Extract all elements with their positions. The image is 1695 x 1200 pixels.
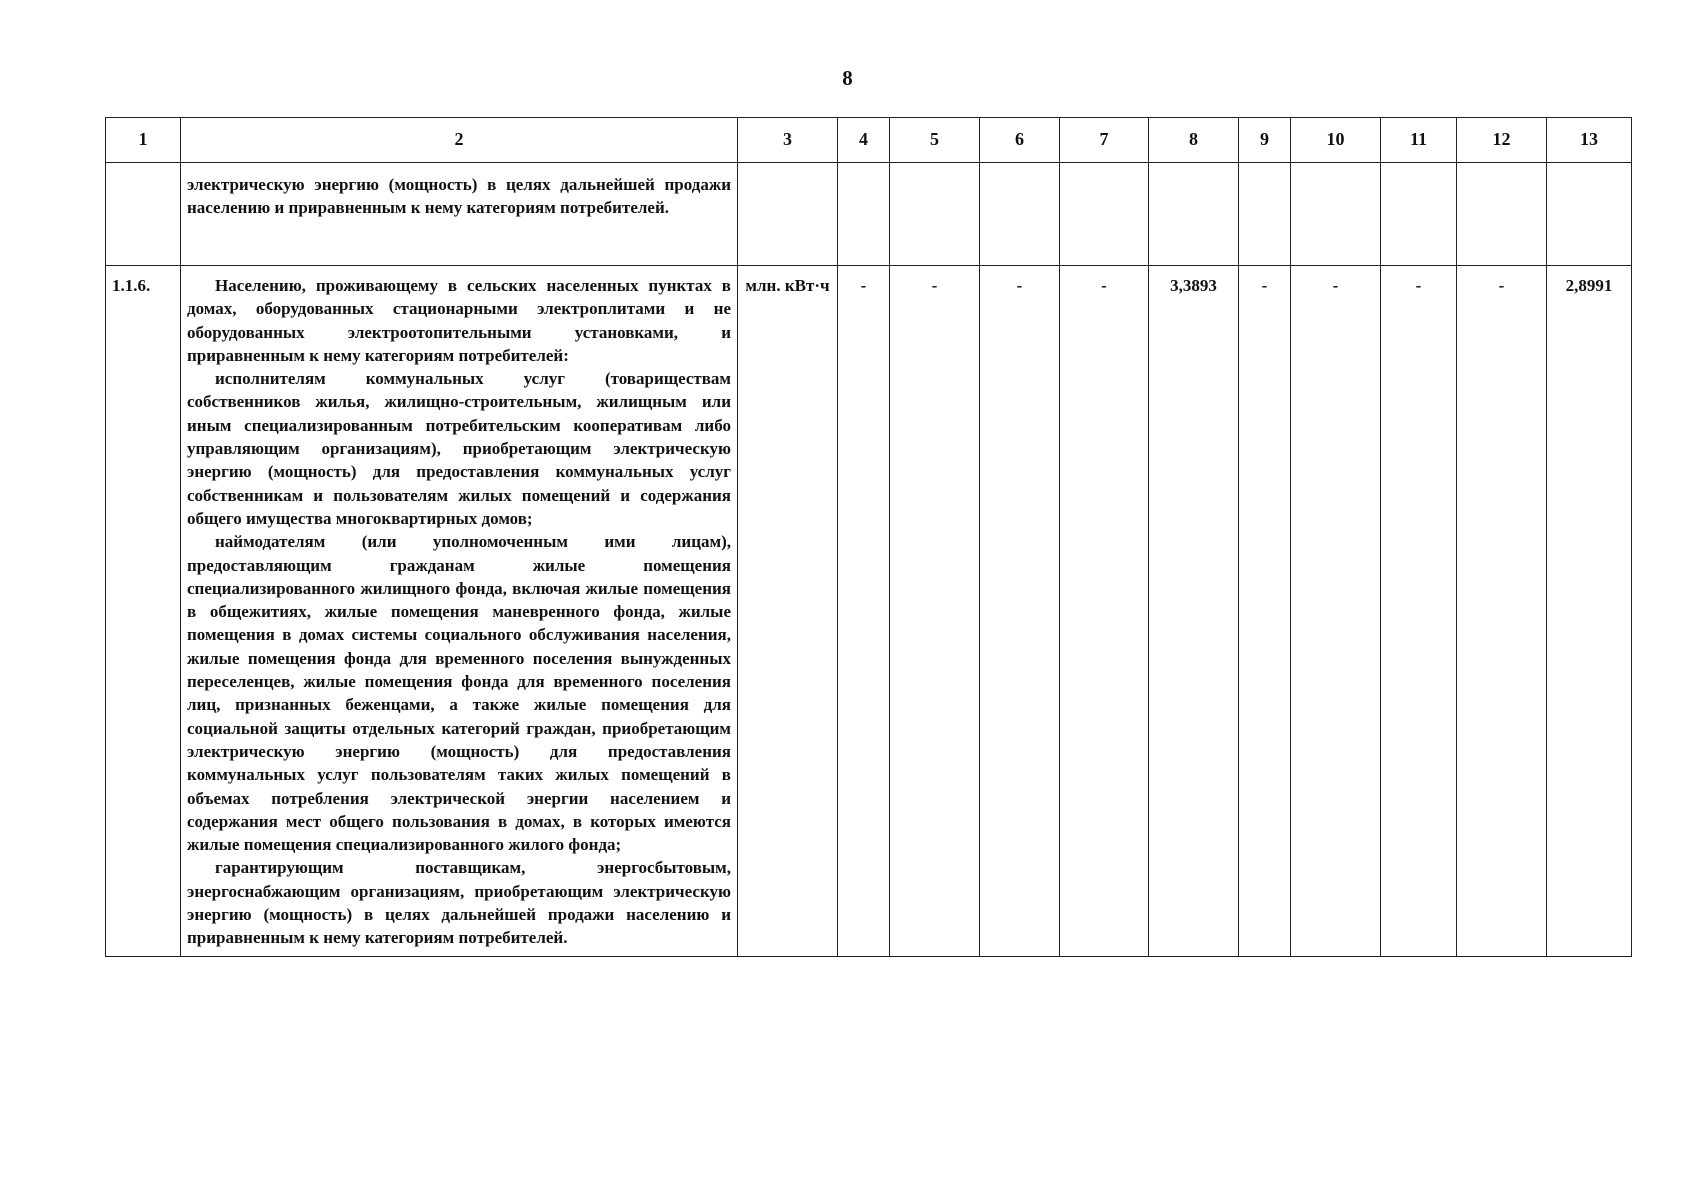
- column-header: 5: [890, 118, 980, 163]
- table-cell: [1381, 163, 1457, 266]
- column-header: 9: [1239, 118, 1291, 163]
- value-cell: -: [1239, 266, 1291, 957]
- table-cell: [738, 163, 838, 266]
- description-paragraph: гарантирующим поставщикам, энергосбытовым, энергоснабжающим организациям, приобретающим электрическую энергию (мощность) в целях дальнейшей продажи населению и приравненным к нему категориям потребителей.: [187, 858, 731, 948]
- table-cell: [838, 163, 890, 266]
- column-header: 4: [838, 118, 890, 163]
- column-header: 3: [738, 118, 838, 163]
- tariff-table: [105, 117, 1632, 957]
- value-cell: -: [890, 266, 980, 957]
- row-code: 1.1.6.: [106, 266, 181, 957]
- table-cell: [1547, 163, 1632, 266]
- column-header: 8: [1149, 118, 1239, 163]
- column-header: 2: [181, 118, 738, 163]
- table-cell: [980, 163, 1060, 266]
- table-cell: [1457, 163, 1547, 266]
- description-paragraph: наймодателям (или уполномоченным ими лицам), предоставляющим гражданам жилые помещения специализированного жилищного фонда, включая жилые помещения в общежитиях, жилые помещения маневренного фонда, жилые помещения в домах системы социального обслуживания населения, жилые помещения фонда для временного поселения вынужденных переселенцев, жилые помещения фонда для временного поселения лиц, признанных беженцами, а также жилые помещения для социальной защиты отдельных категорий граждан, приобретающим электрическую энергию (мощность) для предоставления коммунальных услуг пользователям таких жилых помещений в объемах потребления электрической энергии населением и содержания мест общего пользования в домах, в которых имеются жилые помещения специализированного жилого фонда;: [187, 532, 731, 855]
- value-cell: -: [1291, 266, 1381, 957]
- table-row-continuation: [106, 163, 1632, 266]
- table-cell: [1149, 163, 1239, 266]
- unit-cell: млн. кВт·ч: [738, 266, 838, 957]
- description-paragraph: исполнителям коммунальных услуг (товариществам собственников жилья, жилищно-строительным, жилищным или иным специализированным потребительским кооперативам либо управляющим организациям), приобретающим электрическую энергию (мощность) для предоставления коммунальных услуг собственникам и пользователям жилых помещений и содержания общего имущества многоквартирных домов;: [187, 369, 731, 528]
- column-header: 13: [1547, 118, 1632, 163]
- column-header: 1: [106, 118, 181, 163]
- value-cell: -: [1060, 266, 1149, 957]
- table-cell-description: [181, 266, 738, 957]
- table-cell-description: [181, 163, 738, 266]
- column-header: 11: [1381, 118, 1457, 163]
- value-cell: -: [980, 266, 1060, 957]
- table-cell: [890, 163, 980, 266]
- page-number: 8: [842, 66, 853, 90]
- column-header: 7: [1060, 118, 1149, 163]
- column-header: 6: [980, 118, 1060, 163]
- value-cell: 2,8991: [1547, 266, 1632, 957]
- table-cell: [1291, 163, 1381, 266]
- value-cell: 3,3893: [1149, 266, 1239, 957]
- table-row-1-1-6: [106, 266, 1632, 957]
- value-cell: -: [838, 266, 890, 957]
- value-cell: -: [1457, 266, 1547, 957]
- table-cell: [1060, 163, 1149, 266]
- table-cell: [1239, 163, 1291, 266]
- table-cell: [106, 163, 181, 266]
- value-cell: -: [1381, 266, 1457, 957]
- header-row: [106, 118, 1632, 163]
- description-paragraph: Населению, проживающему в сельских населенных пунктах в домах, оборудованных стационарными электроплитами и не оборудованных электроотопительными установками, и приравненным к нему категориям потребителей:: [187, 276, 731, 365]
- description-text: электрическую энергию (мощность) в целях дальнейшей продажи населению и приравненным к нему категориям потребителей.: [187, 175, 731, 218]
- column-header: 12: [1457, 118, 1547, 163]
- column-header: 10: [1291, 118, 1381, 163]
